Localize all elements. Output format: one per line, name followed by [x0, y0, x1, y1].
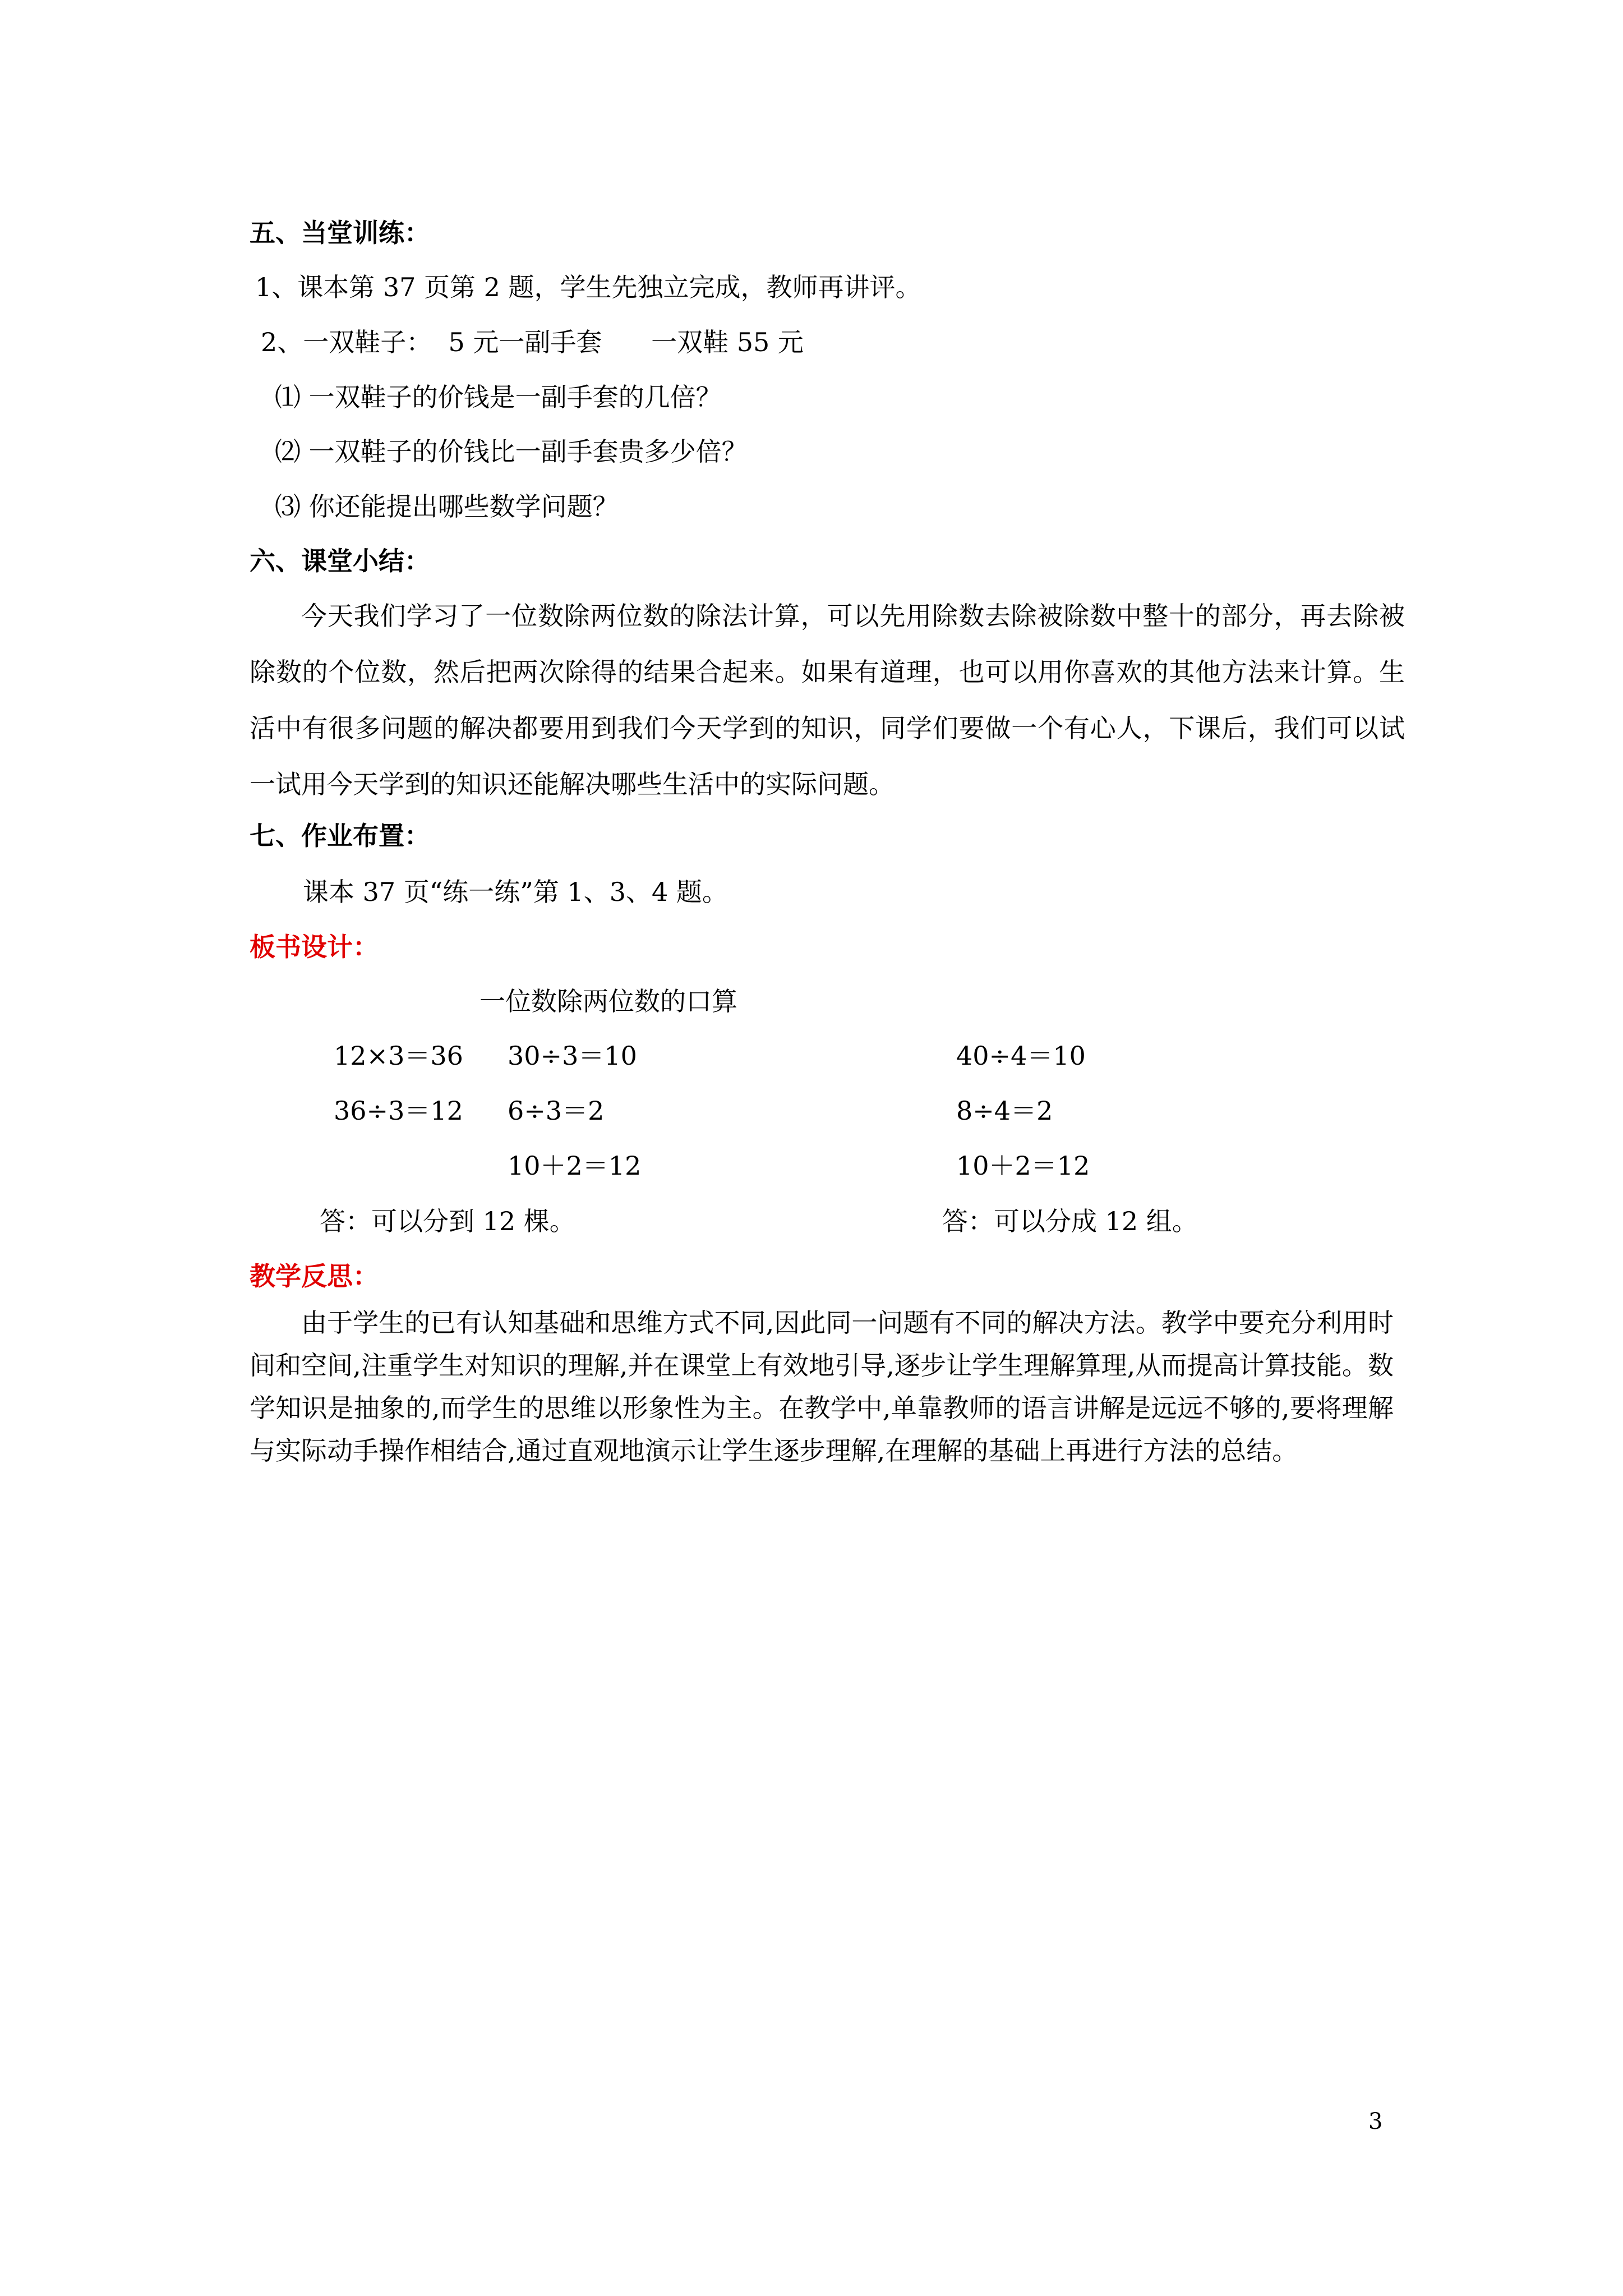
practice-item-2: 2、一双鞋子： 5 元一副手套 一双鞋 55 元 [261, 327, 804, 357]
practice-question-1: ⑴ 一双鞋子的价钱是一副手套的几倍？ [275, 382, 722, 412]
board-left-equation-2: 36÷3＝12 [334, 1096, 463, 1126]
homework-heading: 七、作业布置： [250, 821, 430, 851]
practice-question-3: ⑶ 你还能提出哪些数学问题？ [275, 491, 619, 522]
homework-text: 课本 37 页“练一练”第 1、3、4 题。 [303, 877, 728, 907]
board-answer-left: 答：可以分到 12 棵。 [320, 1206, 575, 1236]
board-left-equation-1: 12×3＝36 [334, 1041, 463, 1071]
reflection-heading: 教学反思： [250, 1261, 379, 1291]
board-right-equation-2: 8÷4＝2 [956, 1096, 1053, 1126]
practice-item-1: 1、课本第 37 页第 2 题，学生先独立完成，教师再讲评。 [255, 272, 921, 302]
board-title: 一位数除两位数的口算 [479, 986, 737, 1016]
board-middle-equation-3: 10＋2＝12 [508, 1151, 642, 1181]
reflection-text: 由于学生的已有认知基础和思维方式不同,因此同一问题有不同的解决方法。教学中要充分利用时间和空间,注重学生对知识的理解,并在课堂上有效地引导,逐步让学生理解算理,从而提高计算技能。数学知识是抽象的,而学生的思维以形象性为主。在教学中,单靠教师的语言讲解是远远不够的,要将理解与实际动手操作相结合,通过直观地演示让学生逐步理解,在理解的基础上再进行方法的总结。 [250, 1308, 1394, 1466]
practice-question-2: ⑵ 一双鞋子的价钱比一副手套贵多少倍？ [275, 436, 748, 467]
board-heading: 板书设计： [250, 932, 379, 962]
board-answer-right: 答：可以分成 12 组。 [942, 1206, 1198, 1236]
practice-heading: 五、当堂训练： [250, 218, 430, 248]
board-middle-equation-2: 6÷3＝2 [508, 1096, 605, 1126]
board-right-equation-1: 40÷4＝10 [956, 1041, 1086, 1071]
board-right-equation-3: 10＋2＝12 [956, 1151, 1090, 1181]
page-number: 3 [1368, 2109, 1383, 2134]
summary-heading: 六、课堂小结： [250, 546, 430, 576]
summary-text: 今天我们学习了一位数除两位数的除法计算，可以先用除数去除被除数中整十的部分，再去除被除数的个位数，然后把两次除得的结果合起来。如果有道理，也可以用你喜欢的其他方法来计算。生活中有很多问题的解决都要用到我们今天学到的知识，同学们要做一个有心人，下课后，我们可以试一试用今天学到的知识还能解决哪些生活中的实际问题。 [250, 601, 1405, 799]
board-middle-equation-1: 30÷3＝10 [508, 1041, 637, 1071]
